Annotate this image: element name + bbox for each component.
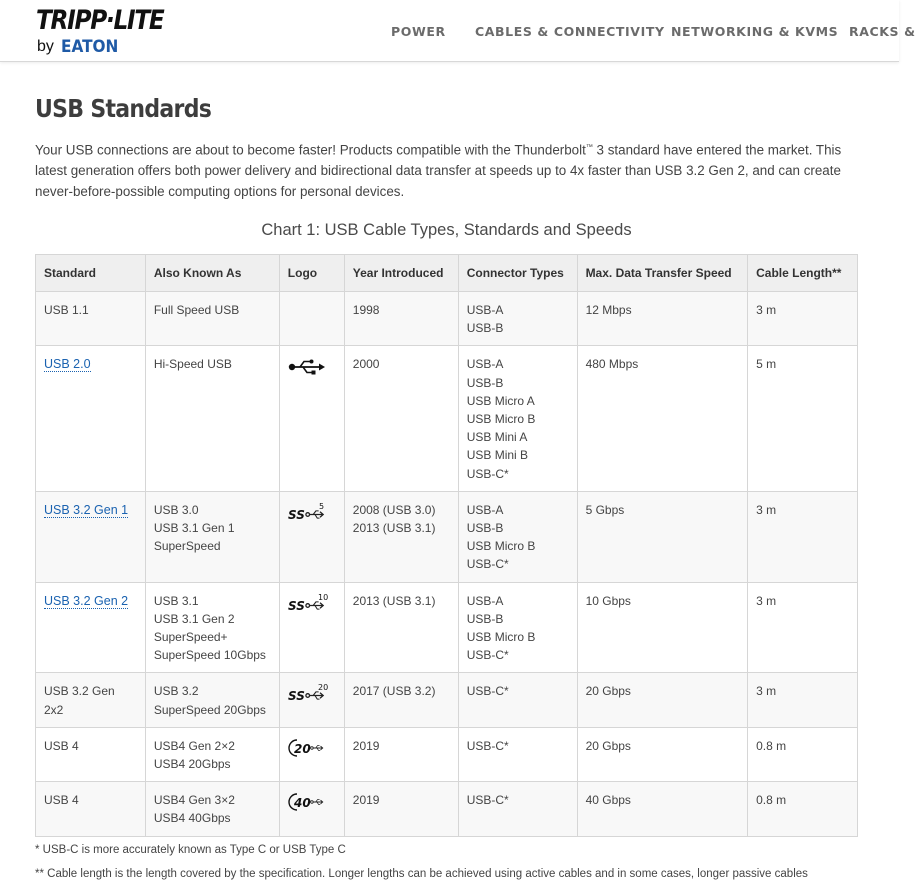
ss-text: SS [287,507,305,522]
cell-connectors [458,491,577,582]
cell-connectors [458,727,577,781]
connector-line: USB-A [466,502,504,517]
cell-standard [36,491,146,582]
connector-line: USB Mini A [466,430,528,445]
usb4-40-icon [288,791,332,813]
nav-item-networking-kvms[interactable]: NETWORKING & KVMS [671,24,839,39]
cell-length: 3 m [748,582,858,673]
table-row [36,292,858,346]
connector-line: USB-C* [466,738,509,753]
connector-line: USB Micro A [466,393,535,408]
aka-line: USB4 Gen 2×2 [153,738,235,753]
connector-line: USB-B [466,611,504,626]
cell-year [344,491,458,582]
year-line: 1998 [352,303,380,317]
cell-logo [279,292,344,346]
intro-text-start: Your USB connections are about to become faster! Products compatible with the Thunderbolt [35,142,586,158]
col-header-logo: Logo [279,255,344,292]
cell-speed: 40 Gbps [577,782,748,836]
ss-number: 10 [317,592,328,602]
year-line: 2017 (USB 3.2) [352,684,436,699]
col-header-year: Year Introduced [344,255,458,292]
table-row [36,582,858,673]
connector-line: USB-C* [466,557,509,572]
main-nav [0,24,916,40]
ss-text: SS [287,598,305,613]
cell-speed: 20 Gbps [577,727,748,781]
cell-speed: 10 Gbps [577,582,748,673]
usb-3-2-gen-2-link[interactable]: USB 3.2 Gen 2 [44,593,129,608]
connector-line: USB-B [466,321,504,336]
intro-text-end: 3 standard have entered the market. This latest generation offers both power delivery and bidirectional data transfer at speeds up to 4x faster than USB 3.2 Gen 2, and can create never-before-possible computing options for personal devices. [35,142,842,200]
table-row [36,346,858,491]
cell-standard: USB 1.1 [36,292,146,346]
connector-line: USB-A [466,303,504,317]
cell-length: 0.8 m [748,782,858,836]
connector-line: USB-A [466,357,504,372]
aka-line: SuperSpeed 20Gbps [153,702,266,717]
footnote-usb-c: * USB-C is more accurately known as Type C or USB Type C [35,844,346,856]
col-header-speed: Max. Data Transfer Speed [577,255,748,292]
aka-line: USB 3.2 [153,684,199,699]
cell-speed: 20 Gbps [577,673,748,727]
cell-length: 3 m [748,673,858,727]
aka-line: USB4 40Gbps [153,811,231,826]
nav-item-racks[interactable]: RACKS & [849,24,916,39]
table-row [36,727,858,781]
cell-standard: USB 4 [36,727,146,781]
cell-logo [279,782,344,836]
aka-line: SuperSpeed [153,539,221,554]
table-row [36,782,858,836]
usb4-speed-text: 40 [293,796,311,811]
cell-standard [36,582,146,673]
aka-line: USB 3.1 [153,593,199,608]
connector-line: USB Micro B [466,630,536,645]
cell-aka [145,673,279,727]
usb4-speed-text: 20 [293,741,311,756]
year-line: 2013 (USB 3.1) [352,593,436,608]
connector-line: USB Mini B [466,448,529,463]
col-header-length: Cable Length** [748,255,858,292]
cell-logo [279,582,344,673]
table-row [36,673,858,727]
aka-line: USB 3.0 [153,502,199,517]
cell-logo [279,491,344,582]
connector-line: USB-A [466,593,504,608]
site-header [0,0,916,62]
cell-aka [145,782,279,836]
page-title: USB Standards [35,94,212,123]
usb4-20-icon [288,737,332,759]
col-header-standard: Standard [36,255,146,292]
intro-paragraph [35,137,865,202]
aka-line: USB 3.1 Gen 2 [153,611,235,626]
cell-standard: USB 4 [36,782,146,836]
trademark-symbol: ™ [585,144,593,151]
cell-year [344,292,458,346]
cell-length: 5 m [748,346,858,491]
brand-name: TRIPP·LITE [36,5,164,36]
cell-connectors [458,782,577,836]
aka-line: USB4 Gen 3×2 [153,793,235,808]
cell-length: 3 m [748,292,858,346]
aka-line: USB4 20Gbps [153,757,231,772]
aka-line: Hi-Speed USB [153,357,232,372]
year-line: 2019 [352,793,380,808]
cell-connectors [458,346,577,491]
col-header-connectors: Connector Types [458,255,577,292]
usb-2-0-link[interactable]: USB 2.0 [44,357,91,372]
connector-line: USB Micro B [466,412,536,427]
cell-standard: USB 3.2 Gen 2x2 [36,673,146,727]
cell-speed: 5 Gbps [577,491,748,582]
connector-line: USB-C* [466,684,509,699]
cell-aka [145,491,279,582]
cell-standard [36,346,146,491]
cell-speed: 480 Mbps [577,346,748,491]
cell-logo [279,727,344,781]
footnote-cable-length: ** Cable length is the length covered by the specification. Longer lengths can be achieved using active cables and in some cases, longer passive cables [35,868,808,880]
cell-connectors [458,582,577,673]
cell-year [344,346,458,491]
cell-length: 0.8 m [748,727,858,781]
year-line: 2008 (USB 3.0) [352,502,436,517]
usb-standards-table [35,254,858,837]
ss-text: SS [287,689,305,704]
table-header-row [36,255,858,292]
nav-item-power[interactable]: POWER [391,24,446,39]
cell-logo [279,673,344,727]
ss-10-icon [288,592,332,614]
table-caption: Chart 1: USB Cable Types, Standards and Speeds [261,221,632,239]
connector-line: USB-C* [466,793,509,808]
cell-length: 3 m [748,491,858,582]
aka-line: SuperSpeed 10Gbps [153,648,266,663]
cell-aka [145,346,279,491]
ss-number: 20 [317,683,328,693]
cell-year [344,582,458,673]
aka-line: USB 3.1 Gen 1 [153,521,235,536]
cell-year [344,673,458,727]
year-line: 2013 (USB 3.1) [352,521,436,536]
connector-line: USB-C* [466,466,509,481]
usb-trident-icon [288,358,326,376]
ss-5-icon [288,501,330,523]
cell-aka [145,582,279,673]
cell-connectors [458,292,577,346]
aka-line: SuperSpeed+ [153,630,228,645]
cell-aka [145,727,279,781]
connector-line: USB-B [466,375,504,390]
cell-logo [279,346,344,491]
connector-line: USB Micro B [466,539,536,554]
year-line: 2019 [352,738,380,753]
aka-line: Full Speed USB [153,303,240,317]
ss-20-icon [288,682,332,704]
ss-number: 5 [318,501,324,511]
table-row [36,491,858,582]
connector-line: USB-C* [466,648,509,663]
brand-by: by [37,38,54,55]
cell-year [344,727,458,781]
eaton-logo: EATON [61,37,119,57]
cell-year [344,782,458,836]
nav-item-cables-connectivity[interactable]: CABLES & CONNECTIVITY [475,24,665,39]
col-header-also-known-as: Also Known As [145,255,279,292]
connector-line: USB-B [466,521,504,536]
cell-speed: 12 Mbps [577,292,748,346]
cell-connectors [458,673,577,727]
cell-aka [145,292,279,346]
usb-3-2-gen-1-link[interactable]: USB 3.2 Gen 1 [44,502,129,517]
year-line: 2000 [352,357,380,372]
